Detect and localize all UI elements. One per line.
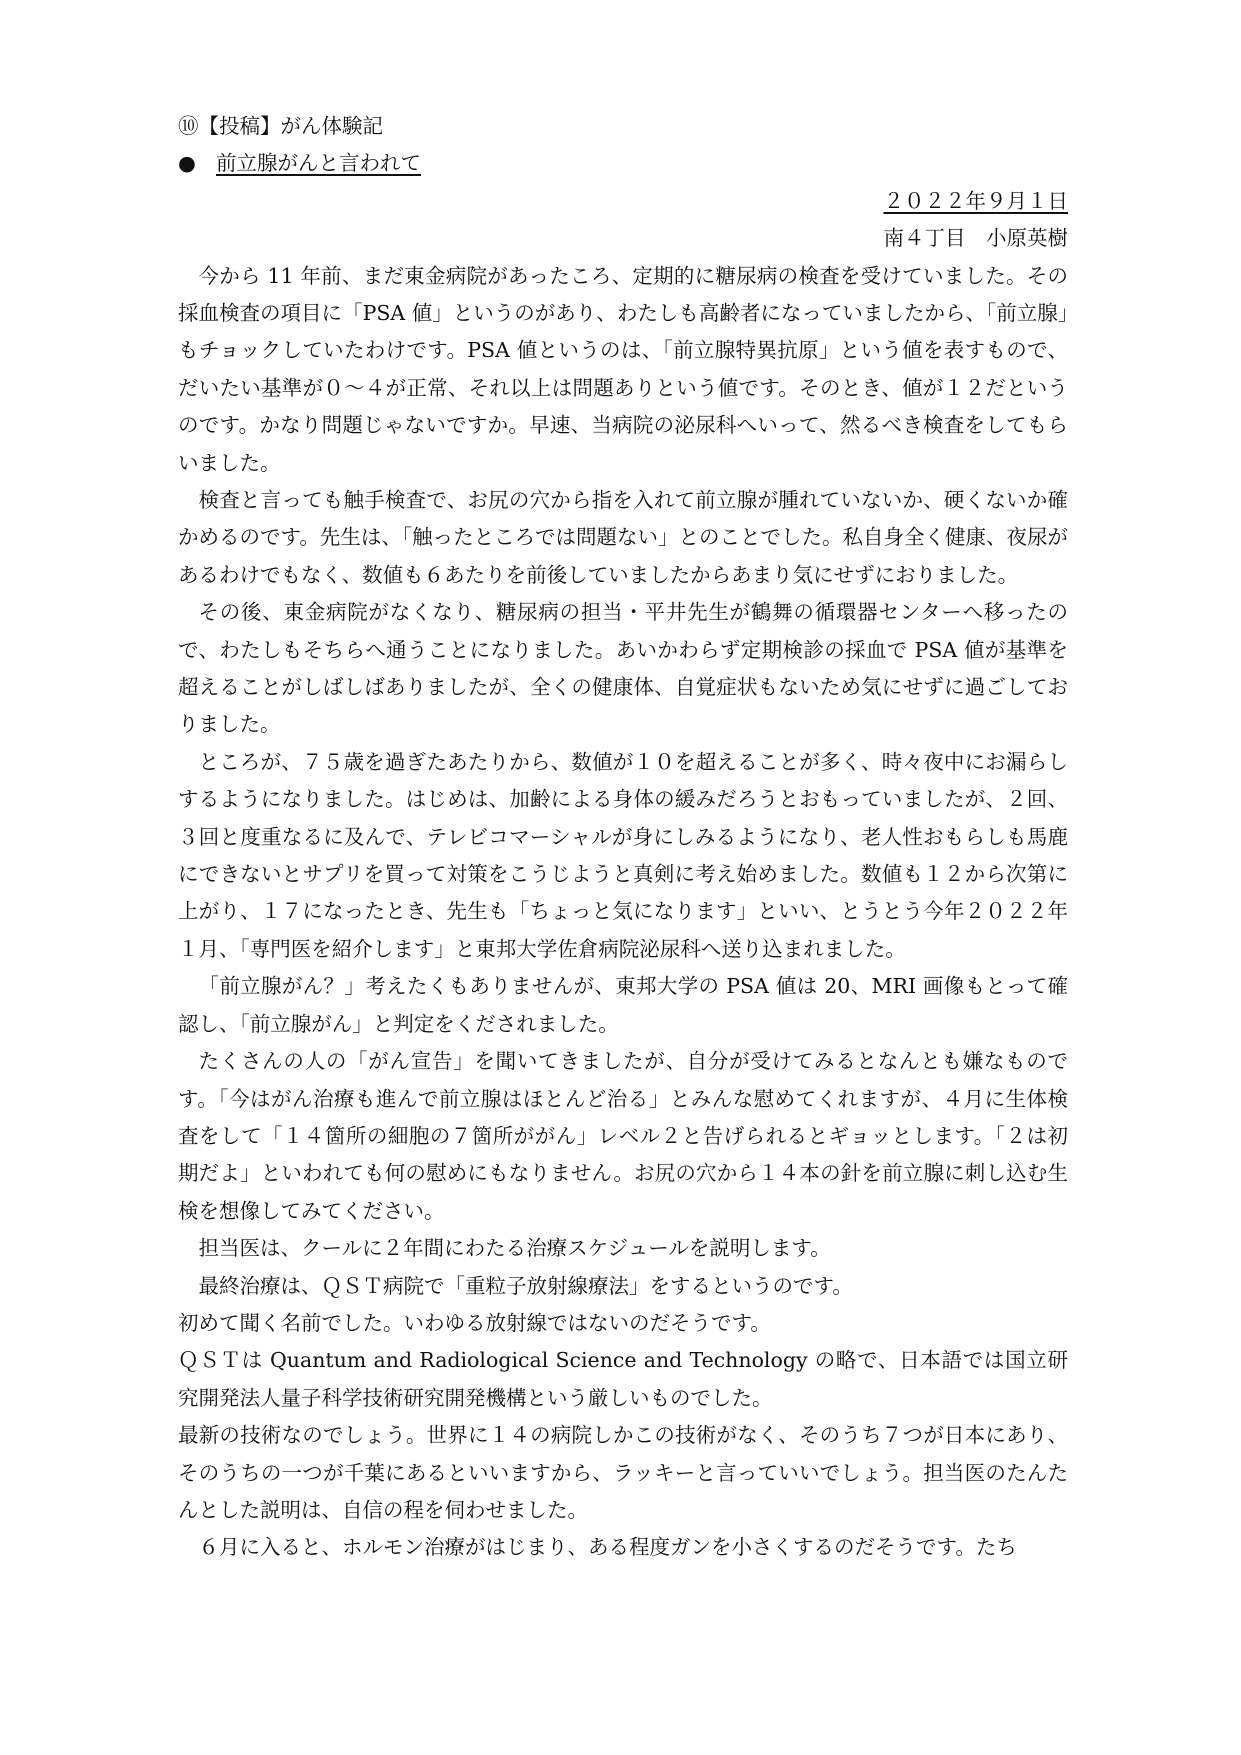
paragraph-10: ＱＳＴは Quantum and Radiological Science and Technology の略で、日本語では国立研究開発法人量子科学技術研究開発機構という厳しいものでした。 [178,1348,1068,1410]
paragraph-7: 担当医は、クールに２年間にわたる治療スケジュールを説明します。 [198,1236,831,1261]
article-title-line [178,145,1068,182]
paragraph-6: たくさんの人の「がん宣告」を聞いてきましたが、自分が受けてみるとなんとも嫌なものです。「今はがん治療も進んで前立腺はほとんど治る」とみんな慰めてくれますが、４月に生体検査をして「１４箇所の細胞の７箇所ががん」レベル２と告げられるとギョッとします。「２は初期だよ」といわれても何の慰めにもなりません。お尻の穴から１４本の針を前立腺に刺し込む生検を想像してみてください。 [178,1049,1068,1223]
paragraph-12: ６月に入ると、ホルモン治療がはじまり、ある程度ガンを小さくするのだそうです。たち [198,1535,1017,1560]
bullet-icon: ● [178,151,196,176]
paragraph-1: 今から 11 年前、まだ東金病院があったころ、定期的に糖尿病の検査を受けていました。その採血検査の項目に「PSA 値」というのがあり、わたしも高齢者になっていましたから、「前立腺」もチョックしていたわけです。PSA 値というのは、「前立腺特異抗原」という値を表すもので、だいたい基準が０～４が正常、それ以上は問題ありという値です。そのとき、値が１２だというのです。かなり問題じゃないですか。早速、当病院の泌尿科へいって、然るべき検査をしてもらいました。 [178,263,1068,475]
paragraph-5: 「前立腺がん？」考えたくもありませんが、東邦大学の PSA 値は 20、MRI 画像もとって確認し、「前立腺がん」と判定をくだされました。 [178,974,1068,1036]
article-date: ２０２２年９月１日 [883,188,1068,213]
section-heading: ⑩【投稿】がん体験記 [178,114,383,138]
article-title: 前立腺がんと言われて [216,151,421,176]
paragraph-3: その後、東金病院がなくなり、糖尿病の担当・平井先生が鶴舞の循環器センターへ移ったので、わたしもそちらへ通うことになりました。あいかわらず定期検診の採血で PSA 値が基準を超えることがしばしばありましたが、全くの健康体、自覚症状もないため気にせずに過ごしておりました。 [178,600,1068,737]
paragraph-2: 検査と言っても触手検査で、お尻の穴から指を入れて前立腺が腫れていないか、硬くないか確かめるのです。先生は、「触ったところでは問題ない」とのことでした。私自身全く健康、夜尿があるわけでもなく、数値も６あたりを前後していましたからあまり気にせずにおりました。 [178,488,1068,587]
paragraph-8: 最終治療は、ＱＳＴ病院で「重粒子放射線療法」をするというのです。 [198,1273,853,1298]
author-name: 南４丁目 小原英樹 [883,226,1068,251]
paragraph-9: 初めて聞く名前でした。いわゆる放射線ではないのだそうです。 [178,1310,771,1335]
paragraph-4: ところが、７５歳を過ぎたあたりから、数値が１０を超えることが多く、時々夜中にお漏らしするようになりました。はじめは、加齢による身体の緩みだろうとおもっていましたが、２回、３回と度重なるに及んで、テレビコマーシャルが身にしみるようになり、老人性おもらしも馬鹿にできないとサプリを買って対策をこうじようと真剣に考え始めました。数値も１２から次第に上がり、１７になったとき、先生も「ちょっと気になります」といい、とうとう今年２０２２年１月、「専門医を紹介します」と東邦大学佐倉病院泌尿科へ送り込まれました。 [178,749,1068,961]
document-body [178,108,1068,1567]
paragraph-11: 最新の技術なのでしょう。世界に１４の病院しかこの技術がなく、そのうち７つが日本にあり、そのうちの一つが千葉にあるといいますから、ラッキーと言っていいでしょう。担当医のたんたんとした説明は、自信の程を伺わせました。 [178,1423,1068,1522]
date-line [178,183,1068,220]
